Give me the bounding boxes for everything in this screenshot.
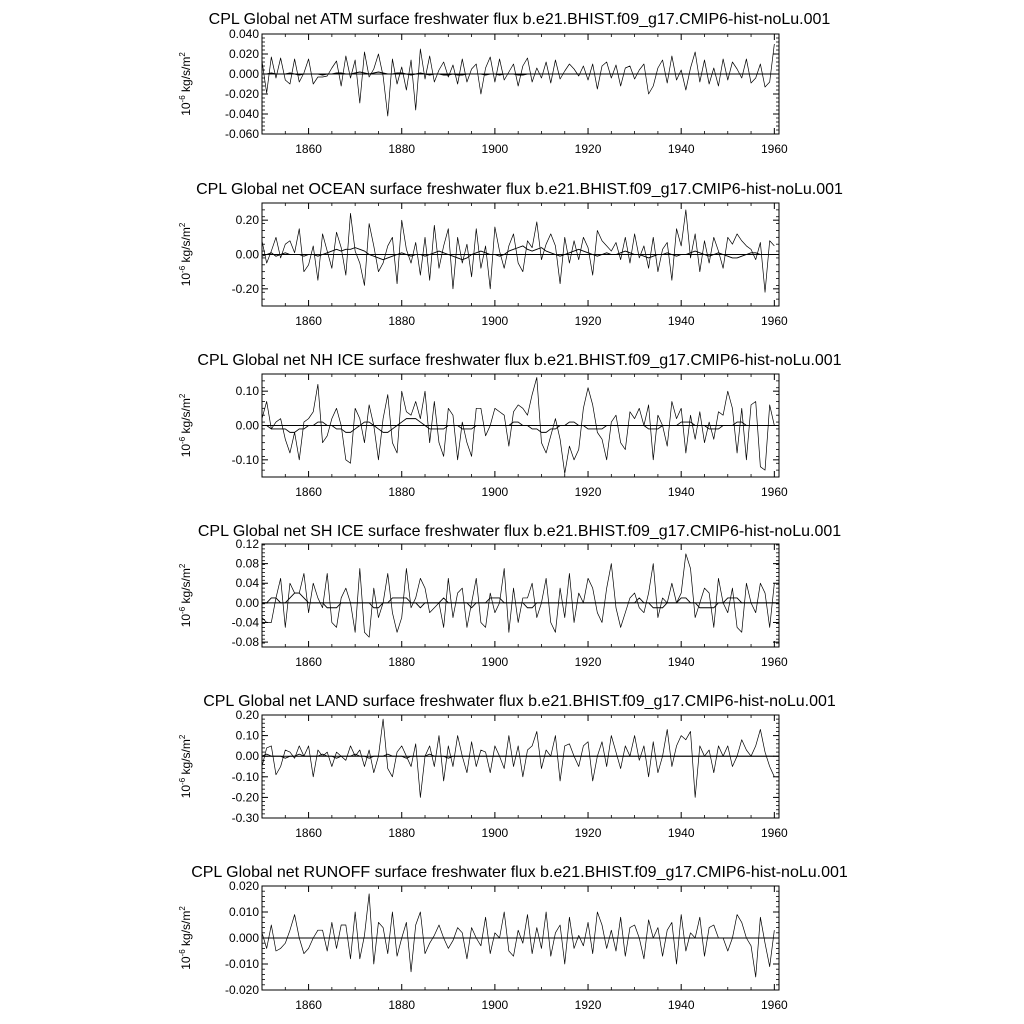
- x-tick-label: 1960: [760, 826, 788, 840]
- y-tick-label: 0.12: [235, 537, 259, 551]
- series-line-2: [262, 593, 774, 608]
- y-tick-label: -0.10: [231, 452, 259, 467]
- x-tick-label: 1900: [481, 655, 509, 669]
- y-tick-label: 0.020: [228, 47, 259, 61]
- x-tick-label: 1960: [760, 485, 788, 499]
- plot-frame: [262, 544, 779, 647]
- y-tick-label: 0.040: [228, 27, 259, 41]
- x-tick-label: 1880: [388, 998, 416, 1012]
- y-tick-label: 0.00: [235, 418, 259, 433]
- y-axis-label: $10^{-6}$ $kg/s/m^2$: [178, 52, 193, 116]
- chart-panel-5: [178, 693, 836, 840]
- y-tick-label: 0.00: [235, 749, 259, 764]
- x-tick-label: 1940: [667, 142, 695, 156]
- series-line-1: [262, 894, 774, 977]
- plot-frame: [262, 34, 779, 134]
- x-tick-label: 1920: [574, 314, 602, 328]
- chart-title: CPL Global net LAND surface freshwater flux b.e21.BHIST.f09_g17.CMIP6-hist-noLu.001: [203, 693, 836, 710]
- x-tick-label: 1880: [388, 142, 416, 156]
- y-tick-label: 0.10: [235, 384, 259, 399]
- x-tick-label: 1920: [574, 998, 602, 1012]
- y-tick-label: 0.10: [235, 728, 259, 743]
- x-tick-label: 1880: [388, 485, 416, 499]
- x-tick-label: 1940: [667, 998, 695, 1012]
- x-tick-label: 1940: [667, 655, 695, 669]
- x-tick-label: 1900: [481, 314, 509, 328]
- x-tick-label: 1900: [481, 998, 509, 1012]
- y-tick-label: -0.020: [224, 983, 259, 997]
- y-tick-label: -0.010: [224, 957, 259, 971]
- y-axis-label: $10^{-6}$ $kg/s/m^2$: [178, 563, 193, 628]
- y-tick-label: 0.00: [235, 595, 259, 610]
- chart-title: CPL Global net ATM surface freshwater flux b.e21.BHIST.f09_g17.CMIP6-hist-noLu.001: [208, 11, 831, 28]
- y-axis-label: $10^{-6}$ $kg/s/m^2$: [178, 222, 193, 287]
- x-tick-label: 1860: [295, 314, 322, 328]
- y-tick-label: -0.04: [231, 615, 259, 630]
- y-tick-label: 0.04: [235, 576, 259, 591]
- x-tick-label: 1900: [481, 826, 509, 840]
- y-tick-label: 0.08: [235, 556, 259, 571]
- y-axis-label: $10^{-6}$ $kg/s/m^2$: [178, 906, 193, 970]
- y-axis-label: $10^{-6}$ $kg/s/m^2$: [178, 393, 193, 458]
- y-tick-label: -0.10: [231, 769, 259, 784]
- x-tick-label: 1920: [574, 485, 602, 499]
- chart-panel-1: [178, 11, 830, 156]
- x-tick-label: 1880: [388, 826, 416, 840]
- chart-panel-6: [178, 864, 848, 1012]
- x-tick-label: 1900: [481, 485, 509, 499]
- y-tick-label: 0.020: [228, 879, 259, 893]
- x-tick-label: 1960: [760, 655, 788, 669]
- chart-panel-2: [178, 181, 843, 328]
- series-line-1: [262, 554, 774, 637]
- x-tick-label: 1920: [574, 142, 602, 156]
- x-tick-label: 1880: [388, 655, 416, 669]
- y-tick-label: 0.20: [235, 213, 259, 228]
- y-tick-label: -0.30: [231, 811, 259, 825]
- x-tick-label: 1860: [295, 485, 322, 499]
- y-tick-label: -0.20: [231, 790, 259, 805]
- x-tick-label: 1920: [574, 826, 602, 840]
- chart-title: CPL Global net OCEAN surface freshwater flux b.e21.BHIST.f09_g17.CMIP6-hist-noLu.001: [196, 181, 843, 198]
- x-tick-label: 1960: [760, 314, 788, 328]
- y-tick-label: 0.000: [228, 931, 259, 945]
- x-tick-label: 1940: [667, 826, 695, 840]
- y-tick-label: -0.040: [224, 107, 259, 121]
- chart-title: CPL Global net NH ICE surface freshwater flux b.e21.BHIST.f09_g17.CMIP6-hist-noLu.001: [197, 352, 842, 369]
- chart-panel-3: [178, 352, 842, 499]
- y-tick-label: -0.20: [231, 281, 259, 296]
- y-tick-label: -0.020: [224, 87, 259, 101]
- series-line-1: [262, 210, 774, 292]
- x-tick-label: 1860: [295, 142, 322, 156]
- y-tick-label: 0.010: [228, 905, 259, 919]
- y-axis-label: $10^{-6}$ $kg/s/m^2$: [178, 734, 193, 799]
- x-tick-label: 1860: [295, 998, 322, 1012]
- x-tick-label: 1960: [760, 998, 788, 1012]
- y-tick-label: 0.20: [235, 708, 259, 722]
- x-tick-label: 1920: [574, 655, 602, 669]
- y-tick-label: -0.060: [224, 127, 259, 141]
- x-tick-label: 1880: [388, 314, 416, 328]
- x-tick-label: 1960: [760, 142, 788, 156]
- chart-title: CPL Global net SH ICE surface freshwater flux b.e21.BHIST.f09_g17.CMIP6-hist-noLu.001: [197, 523, 842, 540]
- x-tick-label: 1860: [295, 655, 322, 669]
- chart-panel-4: [178, 523, 841, 669]
- x-tick-label: 1860: [295, 826, 322, 840]
- x-tick-label: 1900: [481, 142, 509, 156]
- plot-frame: [262, 715, 779, 818]
- series-line-1: [262, 44, 774, 116]
- chart-title: CPL Global net RUNOFF surface freshwater flux b.e21.BHIST.f09_g17.CMIP6-hist-noLu.001: [191, 864, 848, 881]
- series-line-1: [262, 719, 774, 797]
- x-tick-label: 1940: [667, 314, 695, 328]
- y-tick-label: 0.00: [235, 247, 259, 262]
- y-tick-label: 0.000: [228, 67, 259, 81]
- x-tick-label: 1940: [667, 485, 695, 499]
- y-tick-label: -0.08: [231, 635, 259, 650]
